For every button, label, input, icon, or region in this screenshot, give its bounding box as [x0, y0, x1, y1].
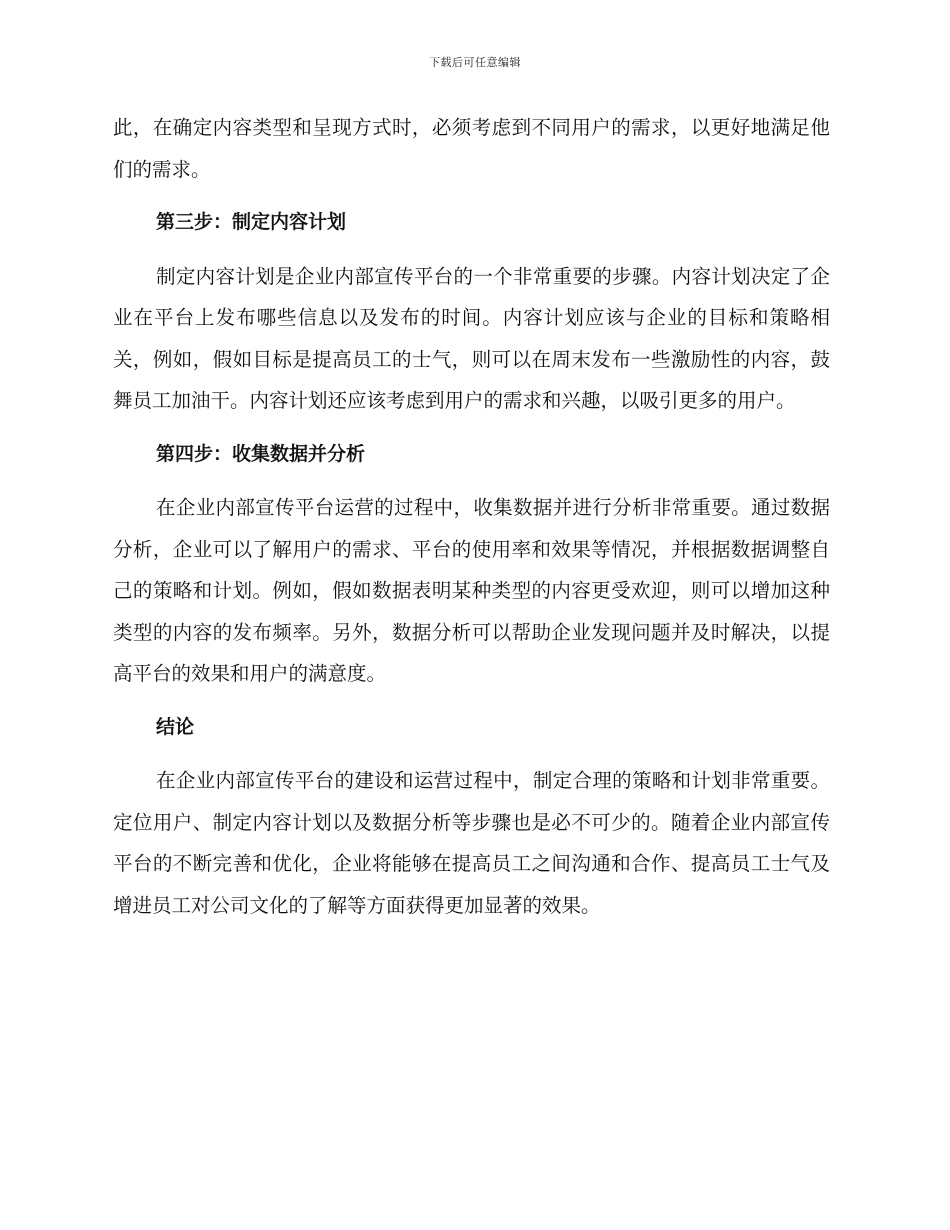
paragraph-conclusion: 在企业内部宣传平台的建设和运营过程中，制定合理的策略和计划非常重要。定位用户、制定内容计划以及数据分析等步骤也是必不可少的。随着企业内部宣传平台的不断完善和优化，企业将能够在提高员工之间沟通和合作、提高员工士气及增进员工对公司文化的了解等方面获得更加显著的效果。 — [113, 769, 830, 917]
document-body — [113, 107, 830, 926]
paragraph-step3: 制定内容计划是企业内部宣传平台的一个非常重要的步骤。内容计划决定了企业在平台上发布哪些信息以及发布的时间。内容计划应该与企业的目标和策略相关，例如，假如目标是提高员工的士气，则可以在周末发布一些激励性的内容，鼓舞员工加油干。内容计划还应该考虑到用户的需求和兴趣，以吸引更多的用户。 — [113, 264, 830, 412]
paragraph-step4: 在企业内部宣传平台运营的过程中，收集数据并进行分析非常重要。通过数据分析，企业可以了解用户的需求、平台的使用率和效果等情况，并根据数据调整自己的策略和计划。例如，假如数据表明某种类型的内容更受欢迎，则可以增加这种类型的内容的发布频率。另外，数据分析可以帮助企业发现问题并及时解决，以提高平台的效果和用户的满意度。 — [113, 496, 830, 685]
section-heading-conclusion: 结论 — [156, 715, 195, 738]
section-heading-step3: 第三步：制定内容计划 — [156, 211, 347, 233]
page-header: 下载后可任意编辑 — [429, 56, 521, 69]
paragraph-continuation: 此，在确定内容类型和呈现方式时，必须考虑到不同用户的需求，以更好地满足他们的需求。 — [113, 116, 830, 181]
section-heading-step4: 第四步：收集数据并分析 — [156, 442, 366, 465]
